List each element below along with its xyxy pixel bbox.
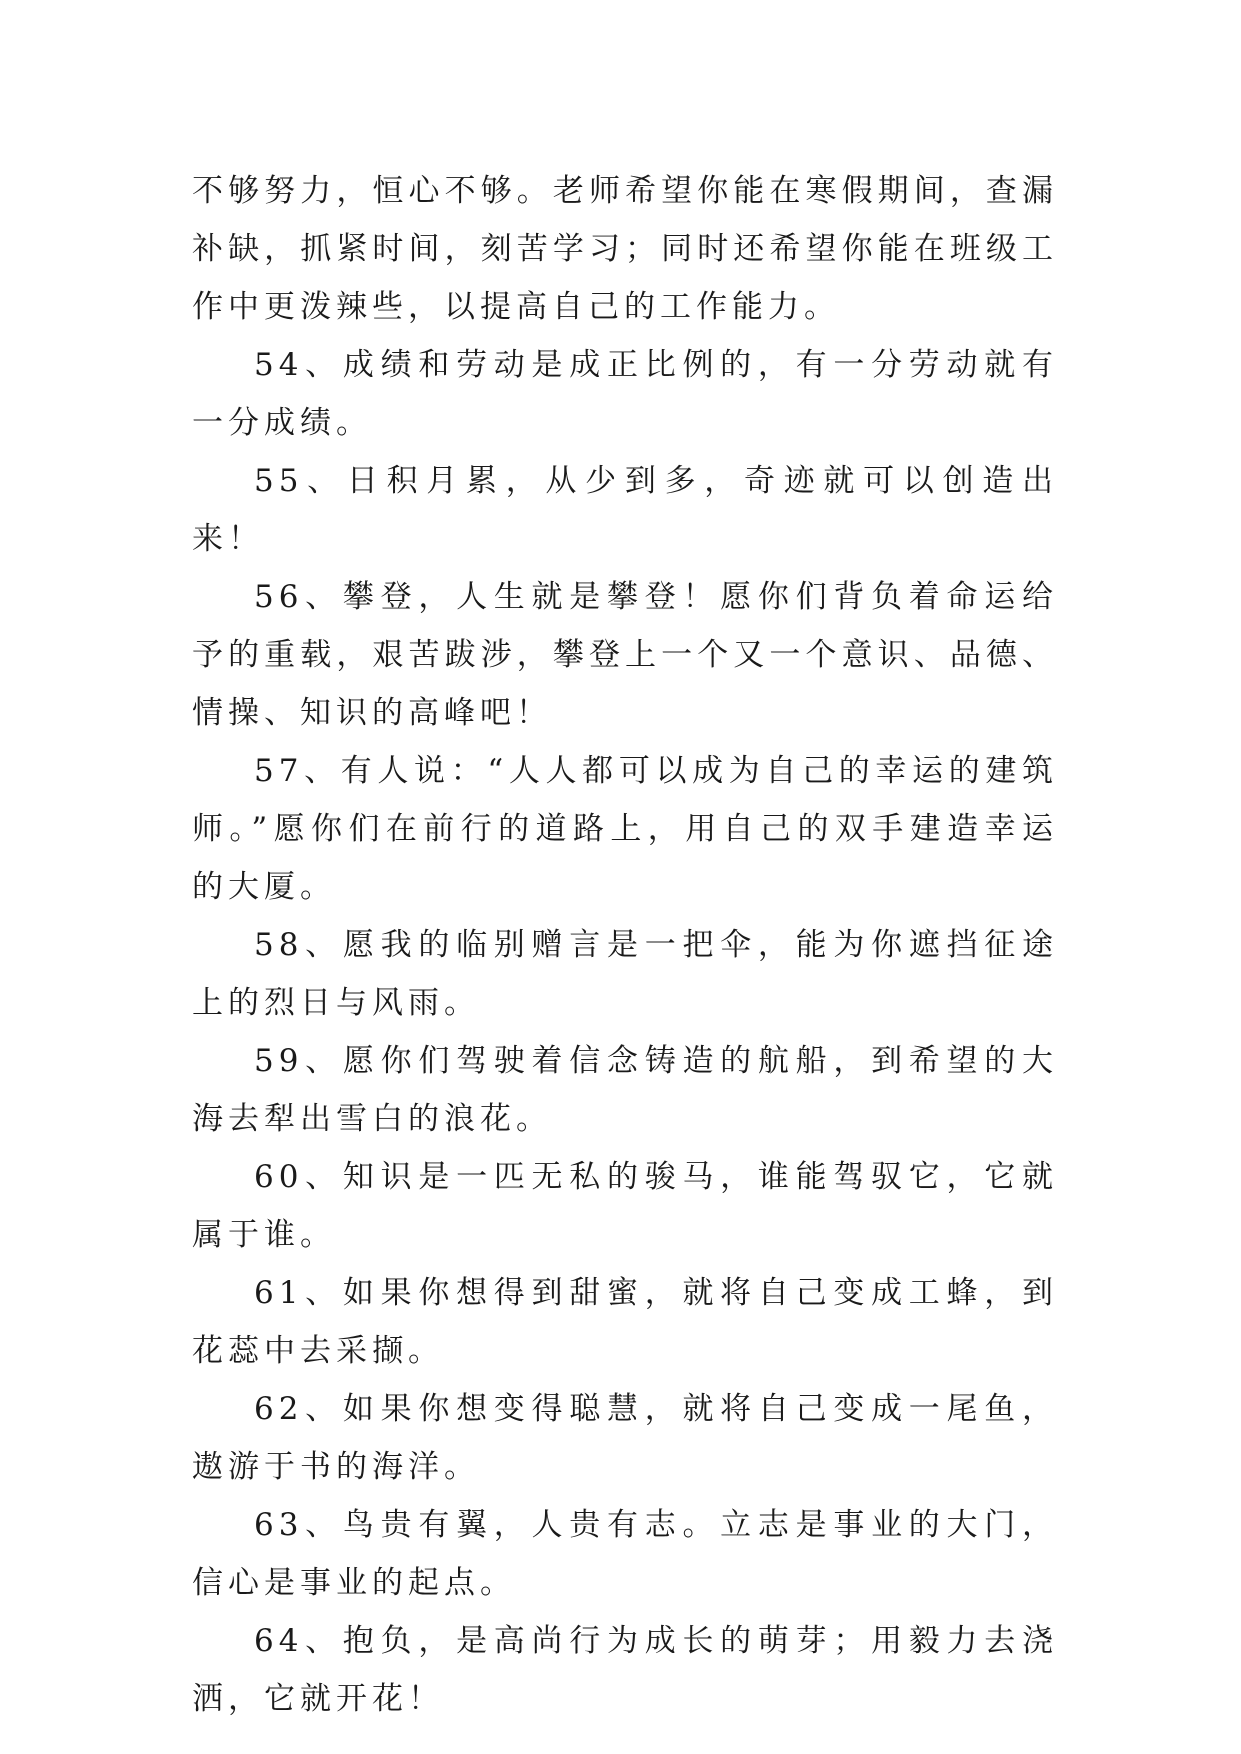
paragraph-58: 58、愿我的临别赠言是一把伞，能为你遮挡征途上的烈日与风雨。: [192, 927, 1058, 1021]
paragraph-56: 56、攀登，人生就是攀登！愿你们背负着命运给予的重载，艰苦跋涉，攀登上一个又一个意识、品德、情操、知识的高峰吧！: [192, 579, 1058, 731]
paragraph-64: 64、抱负，是高尚行为成长的萌芽；用毅力去浇洒，它就开花！: [192, 1623, 1058, 1717]
paragraph-55: 55、日积月累，从少到多，奇迹就可以创造出来！: [192, 463, 1058, 557]
paragraph-59: 59、愿你们驾驶着信念铸造的航船，到希望的大海去犁出雪白的浪花。: [192, 1043, 1058, 1137]
paragraph-continuation: 不够努力，恒心不够。老师希望你能在寒假期间，查漏补缺，抓紧时间，刻苦学习；同时还希望你能在班级工作中更泼辣些，以提高自己的工作能力。: [192, 173, 1058, 325]
paragraph-62: 62、如果你想变得聪慧，就将自己变成一尾鱼，遨游于书的海洋。: [192, 1391, 1058, 1485]
paragraph-54: 54、成绩和劳动是成正比例的，有一分劳动就有一分成绩。: [192, 347, 1058, 441]
paragraph-60: 60、知识是一匹无私的骏马，谁能驾驭它，它就属于谁。: [192, 1159, 1058, 1253]
paragraph-61: 61、如果你想得到甜蜜，就将自己变成工蜂，到花蕊中去采撷。: [192, 1275, 1058, 1369]
paragraph-63: 63、鸟贵有翼，人贵有志。立志是事业的大门，信心是事业的起点。: [192, 1507, 1058, 1601]
document-page: [192, 162, 1058, 1728]
paragraph-57: 57、有人说：“人人都可以成为自己的幸运的建筑师。”愿你们在前行的道路上，用自己的双手建造幸运的大厦。: [192, 753, 1058, 905]
